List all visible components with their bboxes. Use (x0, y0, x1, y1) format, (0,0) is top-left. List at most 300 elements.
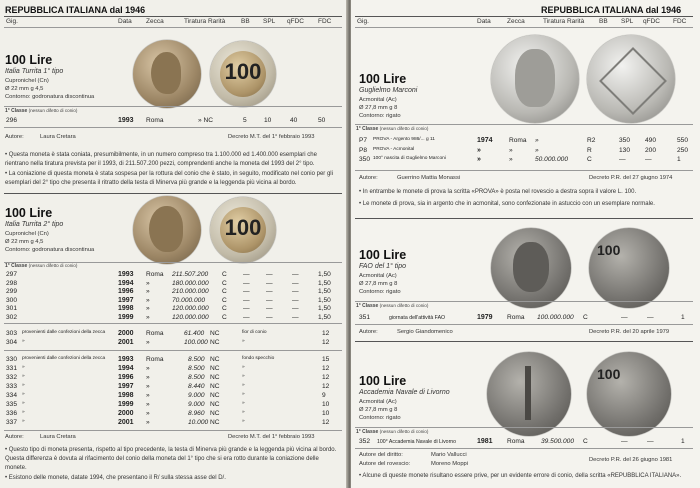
cell-mint: » (146, 401, 150, 408)
cell-year: 1996 (118, 288, 134, 296)
cell-finish: fior di conio (242, 330, 267, 335)
cell-fdc: 1,50 (318, 296, 331, 304)
cell-rarity: C (587, 156, 592, 163)
cell-mintage: 100.000 (184, 338, 208, 346)
cell-mint: » (146, 288, 150, 296)
cell-spl: 10 (264, 117, 272, 124)
cell-mint: » (146, 419, 150, 426)
cell-gig: 352 (359, 438, 371, 445)
cell-rarity: NC (210, 330, 220, 337)
cell-year: 1993 (118, 356, 134, 363)
cell-gig: 336 (6, 410, 18, 417)
cell-gig: P8 (359, 146, 368, 154)
coin-reverse-100 (210, 41, 276, 107)
entry-rule (355, 301, 693, 302)
entry-title: 100 Lire (359, 248, 407, 262)
header-rule (4, 16, 342, 17)
col-fdc: FDC (318, 18, 332, 25)
col-data: Data (118, 18, 132, 25)
cell-mintage: 61.400 (184, 330, 205, 337)
cell-gig: P7 (359, 137, 368, 144)
col-gig: Gig. (6, 18, 18, 25)
cell-spl: — (619, 156, 626, 163)
row-rule (355, 324, 693, 325)
section-rule (355, 218, 693, 219)
cell-mintage: » (535, 146, 539, 154)
cell-fdc: 250 (677, 146, 689, 154)
cell-year: 1993 (118, 271, 134, 278)
cell-rarity: R (587, 146, 592, 154)
cell-year: 1994 (118, 279, 134, 287)
cell-desc: 100° nascita di Guglielmo Marconi (373, 156, 446, 161)
entry-title: 100 Lire (5, 53, 53, 67)
cell-mintage: 50.000.000 (535, 156, 569, 163)
cell-desc: » (22, 392, 25, 397)
cell-mint: Roma (146, 117, 164, 124)
cell-rarity: C (222, 288, 227, 296)
cell-gig: 301 (6, 305, 18, 313)
author-name: Guerrino Mattia Monassi (397, 175, 461, 181)
cell-year: » (477, 156, 481, 163)
cell-mintage: 100.000.000 (537, 314, 574, 321)
cell-fdc: 12 (322, 419, 330, 426)
section-rule (4, 193, 342, 194)
cell-qfdc: — (292, 305, 299, 313)
cell-mint: » (509, 156, 513, 163)
cell-mintage: 9.000 (188, 401, 205, 408)
cell-desc: » (22, 383, 25, 388)
decree: Decreto M.T. del 1° febbraio 1993 (228, 134, 315, 140)
entry-rule (4, 106, 342, 107)
cell-rarity: C (222, 314, 227, 321)
entry-size: Ø 27,8 mm g 8 (359, 281, 398, 287)
cell-desc: giornata dell'attività FAO (389, 315, 446, 321)
cell-qfdc: — (292, 296, 299, 304)
cell-year: 1999 (118, 401, 134, 408)
cell-rarity: NC (210, 374, 220, 381)
cell-rarity: NC (210, 365, 220, 372)
cell-gig: 303 (6, 330, 18, 337)
cell-fdc: 1 (681, 438, 685, 445)
cell-fdc: 12 (322, 338, 330, 346)
entry-rule (355, 124, 693, 125)
cell-mintage: 9.000 (188, 392, 205, 399)
cell-mint: » (146, 374, 150, 381)
page-header: REPUBBLICA ITALIANA dal 1946 (5, 5, 146, 15)
entry-size: Ø 22 mm g 4,5 (5, 86, 44, 92)
cell-mintage: 120.000.000 (172, 314, 209, 321)
decree: Decreto M.T. del 1° febbraio 1993 (228, 434, 315, 440)
cell-mint: » (146, 279, 150, 287)
block-rule (4, 430, 342, 431)
cell-fdc: 1 (677, 156, 681, 163)
cell-mintage: » (535, 137, 539, 144)
cell-spl: — (266, 305, 273, 313)
minerva-head-icon (151, 52, 181, 94)
left-page (0, 0, 348, 488)
entry-material: Acmonital (Ac) (359, 273, 397, 279)
entry-size: Ø 27,8 mm g 8 (359, 407, 398, 413)
classe-note: (nessun difetto di conio) (379, 429, 429, 434)
coin-obverse-minerva (133, 40, 201, 108)
cell-gig: 350 (359, 156, 371, 163)
cell-qfdc: — (647, 438, 654, 445)
author-dir: Mario Vallucci (431, 452, 467, 458)
cell-rarity: NC (210, 383, 220, 390)
cell-year: 1998 (118, 305, 134, 313)
classe-note: (nessun difetto di conio) (379, 126, 429, 131)
cell-finish: » (242, 338, 245, 344)
cell-year: 1999 (118, 314, 134, 321)
cell-spl: 130 (619, 146, 631, 154)
col-bb: BB (241, 18, 250, 25)
entry-size: Ø 22 mm g 4,5 (5, 239, 44, 245)
cell-mintage: 39.500.000 (541, 438, 575, 445)
entry-size: Ø 27,8 mm g 8 (359, 105, 398, 111)
cell-desc: provenienti dalle confezioni della zecca (22, 330, 106, 335)
entry-note: • La coniazione di questa moneta è stata sospesa per la rottura del conio che è stato, in seguito, modificato nel conio per gli esemplari del 2° tipo che presenta il ritratto della testa di Minerva più grande e la leggenda più vicina al bordo. (5, 171, 333, 186)
classe-label (356, 126, 428, 132)
cell-gig: 337 (6, 419, 18, 426)
col-fdc: FDC (673, 18, 687, 25)
cell-mint: » (146, 410, 150, 417)
col-bb: BB (599, 18, 608, 25)
author-name: Sergio Giandomenico (397, 329, 453, 335)
cell-mintage: 120.000.000 (172, 305, 209, 313)
coin-obverse-anchor (487, 352, 571, 436)
cell-year: 1998 (118, 392, 134, 399)
cell-rarity: NC (210, 392, 220, 399)
cell-finish: » (242, 383, 245, 388)
cell-mint: Roma (146, 356, 164, 363)
coin-reverse-100 (210, 197, 276, 263)
cell-fdc: 1 (681, 314, 685, 321)
cell-year: » (477, 146, 481, 154)
coin-value-text: 100 (597, 242, 621, 258)
col-zecca: Zecca (146, 18, 164, 25)
entry-subtitle: Italia Turrita 1° tipo (5, 68, 64, 75)
entry-note: • Questa moneta è stata coniata, presumibilmente, in un numero compreso tra 1.100.000 ed 1.400.000 esemplari che rientrano nella tiratura prevista per il 1993, di 211.507.200 pezzi, comprendenti anche la moneta del 1993 del 2° tipo. (5, 152, 317, 167)
author-name: Laura Cretara (40, 134, 76, 140)
cell-mint: Roma (146, 271, 164, 278)
anchor-icon (525, 366, 531, 420)
header-rule (355, 16, 693, 17)
cell-mintage: 8.440 (188, 383, 205, 390)
cell-mint: » (146, 365, 150, 372)
column-rule (4, 27, 342, 28)
cell-mint: Roma (146, 330, 164, 337)
col-spl: SPL (621, 18, 634, 25)
cell-gig: 298 (6, 279, 18, 287)
cell-rarity: NC (210, 338, 220, 346)
cell-desc: 100° Accademia Navale di Livorno (377, 439, 457, 445)
cell-fdc: 12 (322, 365, 330, 372)
cell-rarity: NC (210, 419, 220, 426)
cell-fdc: 50 (318, 117, 326, 124)
cell-fdc: 1,50 (318, 279, 331, 287)
classe-note: (nessun difetto di conio) (379, 303, 429, 308)
cell-rarity: NC (210, 410, 220, 417)
cell-fdc: 15 (322, 356, 330, 363)
entry-title: 100 Lire (359, 374, 407, 388)
classe-note: (nessun difetto di conio) (28, 263, 78, 268)
cell-mintage: 8.500 (188, 374, 205, 381)
cell-rarity: NC (210, 356, 220, 363)
cell-mintage: 8.500 (188, 365, 205, 372)
entry-rule (355, 427, 693, 428)
cell-gig: 300 (6, 296, 18, 304)
coin-value-text: 100 (597, 366, 621, 382)
entry-subtitle: FAO del 1° tipo (359, 263, 407, 270)
cell-rarity: C (222, 296, 227, 304)
cell-bb: — (243, 288, 250, 296)
col-zecca: Zecca (507, 18, 525, 25)
cell-fdc: 1,50 (318, 288, 331, 296)
col-tiratura: Tiratura Rarità (543, 18, 585, 25)
cell-gig: 330 (6, 356, 18, 363)
cell-rarity: C (222, 279, 227, 287)
entry-material: Cupronichel (Cn) (5, 78, 49, 84)
coin-reverse-academy (587, 352, 671, 436)
cell-fdc: 1,50 (318, 271, 331, 278)
cell-rarity: NC (210, 401, 220, 408)
cell-gig: 296 (6, 117, 18, 124)
cell-mintage: 211.507.200 (172, 271, 209, 278)
cell-rarity: C (222, 305, 227, 313)
cell-mintage: 8.500 (188, 356, 205, 363)
cell-qfdc: — (292, 314, 299, 321)
cell-desc: » (22, 374, 25, 379)
portrait-icon (513, 242, 549, 292)
classe-title: 1° Classe (356, 429, 379, 435)
cell-bb: — (243, 305, 250, 313)
cell-fdc: 10 (322, 410, 330, 417)
entry-edge: Contorno: rigato (359, 289, 401, 295)
coin-obverse-fao (491, 228, 571, 308)
author-label: Autore: (5, 134, 24, 140)
cell-year: 1974 (477, 137, 493, 144)
cell-desc: PROVA - Argento 986/... g 11 (373, 137, 435, 142)
cell-spl: — (266, 314, 273, 321)
author-label: Autore: (359, 329, 378, 335)
entry-title: 100 Lire (359, 72, 407, 86)
author-rev-label: Autore del rovescio: (359, 461, 411, 467)
row-rule (4, 127, 342, 128)
col-spl: SPL (263, 18, 276, 25)
cell-gig: 299 (6, 288, 18, 296)
antenna-icon (599, 47, 667, 115)
entry-edge: Contorno: rigato (359, 415, 401, 421)
cell-desc: » (22, 419, 25, 424)
coin-value-text: 100 (224, 215, 262, 240)
cell-mintage: 210.000.000 (172, 288, 209, 296)
cell-rarity: C (583, 438, 588, 445)
col-gig: Gig. (357, 18, 369, 25)
classe-title: 1° Classe (5, 263, 28, 269)
entry-subtitle: Italia Turrita 2° tipo (5, 221, 64, 228)
entry-note: • Alcune di queste monete risultano essere prive, per un evidente errore di conio, della scritta «REPUBBLICA ITALIANA». (359, 473, 682, 479)
right-page (351, 0, 700, 488)
decree: Decreto P.R. del 27 giugno 1974 (589, 175, 673, 181)
entry-edge: Contorno: godronatura discontinua (5, 247, 95, 253)
entry-material: Acmonital (Ac) (359, 97, 397, 103)
col-qfdc: qFDC (287, 18, 304, 25)
cell-qfdc: — (645, 156, 652, 163)
coin-obverse-minerva (133, 196, 201, 264)
cell-mint: Roma (507, 438, 525, 445)
entry-material: Cupronichel (Cn) (5, 231, 49, 237)
cell-fdc: 12 (322, 374, 330, 381)
cell-rarity: C (583, 314, 588, 321)
entry-subtitle: Guglielmo Marconi (359, 87, 418, 94)
cell-mint: Roma (507, 314, 525, 321)
cell-bb: — (243, 296, 250, 304)
cell-qfdc: — (292, 271, 299, 278)
cell-finish: » (242, 401, 245, 406)
cell-gig: 351 (359, 314, 371, 321)
classe-title: 1° Classe (356, 126, 379, 132)
author-dir-label: Autore del diritto: (359, 452, 403, 458)
section-rule (355, 341, 693, 342)
entry-edge: Contorno: godronatura discontinua (5, 94, 95, 100)
cell-finish: » (242, 374, 245, 379)
decree: Decreto P.R. del 26 giugno 1981 (589, 457, 673, 463)
cell-bb: — (243, 271, 250, 278)
coin-reverse-antenna (587, 35, 675, 123)
author-rev: Moreno Moppi (431, 461, 469, 467)
row-rule (355, 170, 693, 171)
cell-fdc: 550 (677, 137, 689, 144)
cell-qfdc: 200 (645, 146, 657, 154)
author-label: Autore: (359, 175, 378, 181)
cell-mint: » (146, 296, 150, 304)
cell-desc: PROVA - Acmonital (373, 146, 415, 152)
cell-mint: » (146, 305, 150, 313)
cell-bb: 5 (243, 117, 247, 124)
cell-qfdc: — (292, 279, 299, 287)
cell-gig: 333 (6, 383, 18, 390)
cell-mintage: 8.960 (188, 410, 205, 417)
cell-gig: 335 (6, 401, 18, 408)
classe-title: 1° Classe (356, 303, 379, 309)
col-data: Data (477, 18, 491, 25)
cell-desc: » (22, 410, 25, 415)
entry-material: Acmonital (Ac) (359, 399, 397, 405)
cell-year: 2000 (118, 410, 134, 417)
marconi-portrait-icon (515, 49, 555, 107)
row-rule (355, 448, 693, 449)
cell-spl: — (266, 296, 273, 304)
cell-desc: provenienti dalle confezioni della zecca (22, 356, 106, 361)
cell-year: 1979 (477, 314, 493, 321)
entry-note: • Esistono delle monete, datate 1994, che presentano il R/ sulla stessa asse del D/. (5, 475, 226, 481)
cell-gig: 334 (6, 392, 18, 399)
cell-year: 1981 (477, 438, 493, 445)
cell-year: 2000 (118, 330, 134, 337)
block-rule (4, 323, 342, 324)
entry-note: • Le monete di prova, sia in argento che in acmonital, sono confezionate in astuccio con un esemplare normale. (359, 201, 655, 207)
cell-spl: — (266, 271, 273, 278)
coin-obverse-marconi (491, 35, 579, 123)
cell-spl: — (621, 314, 628, 321)
cell-fdc: 10 (322, 401, 330, 408)
column-rule (355, 27, 693, 28)
cell-qfdc: — (292, 288, 299, 296)
cell-year: 2001 (118, 338, 134, 346)
cell-desc: » (22, 338, 25, 344)
cell-gig: 331 (6, 365, 18, 372)
cell-finish: » (242, 419, 245, 424)
author-name: Laura Cretara (40, 434, 76, 440)
cell-qfdc: 40 (290, 117, 298, 124)
cell-fdc: 1,50 (318, 305, 331, 313)
cell-desc: » (22, 365, 25, 370)
classe-title: 1° Classe (5, 108, 28, 114)
entry-note: • In entrambe le monete di prova la scritta «PROVA» è posta nel rovescio a destra sopra il valore L. 100. (359, 189, 637, 195)
entry-note: • Questo tipo di moneta presenta, rispetto al tipo precedente, la testa di Minerva più grande e la leggenda più vicina al bordo. Questa differenza è dovuta al rifacimento del conio della moneta del 1° tipo che si era rotto durante la coniazione delle monete. (5, 447, 337, 471)
cell-fdc: 12 (322, 330, 330, 337)
cell-fdc: 1,50 (318, 314, 331, 321)
cell-bb: — (243, 314, 250, 321)
cell-mint: » (146, 383, 150, 390)
cell-gig: 304 (6, 338, 18, 346)
cell-qfdc: — (647, 314, 654, 321)
cell-year: 1997 (118, 383, 134, 390)
decree: Decreto P.R. del 20 aprile 1979 (589, 329, 670, 335)
cell-year: 1993 (118, 117, 134, 124)
coin-reverse-fao (589, 228, 669, 308)
cell-finish: fondo specchio (242, 356, 275, 361)
page-header: REPUBBLICA ITALIANA dal 1946 (541, 5, 682, 15)
cell-gig: 332 (6, 374, 18, 381)
classe-label (356, 429, 428, 435)
cell-finish: » (242, 410, 245, 415)
entry-edge: Contorno: rigato (359, 113, 401, 119)
classe-label (5, 263, 77, 269)
cell-spl: — (266, 279, 273, 287)
classe-label (356, 303, 428, 309)
block-rule (4, 350, 342, 351)
cell-qfdc: 490 (645, 137, 657, 144)
cell-rarity: » NC (198, 117, 214, 124)
cell-mint: » (146, 392, 150, 399)
col-tiratura: Tiratura Rarità (184, 18, 226, 25)
entry-subtitle: Accademia Navale di Livorno (359, 389, 450, 396)
cell-fdc: 12 (322, 383, 330, 390)
classe-label (5, 108, 77, 114)
cell-rarity: C (222, 271, 227, 278)
cell-mint: » (509, 146, 513, 154)
cell-mintage: 10.000 (188, 419, 209, 426)
cell-rarity: R2 (587, 137, 596, 144)
cell-year: 2001 (118, 419, 134, 426)
cell-bb: — (243, 279, 250, 287)
cell-mint: » (146, 338, 150, 346)
cell-finish: » (242, 392, 245, 397)
cell-mintage: 180.000.000 (172, 279, 209, 287)
cell-year: 1997 (118, 296, 134, 304)
cell-desc: » (22, 401, 25, 406)
cell-spl: — (266, 288, 273, 296)
minerva-head-icon (149, 206, 183, 252)
cell-finish: » (242, 365, 245, 370)
cell-spl: 350 (619, 137, 631, 144)
classe-note: (nessun difetto di conio) (28, 108, 78, 113)
cell-spl: — (621, 438, 628, 445)
col-qfdc: qFDC (643, 18, 660, 25)
cell-year: 1994 (118, 365, 134, 372)
cell-mint: » (146, 314, 150, 321)
